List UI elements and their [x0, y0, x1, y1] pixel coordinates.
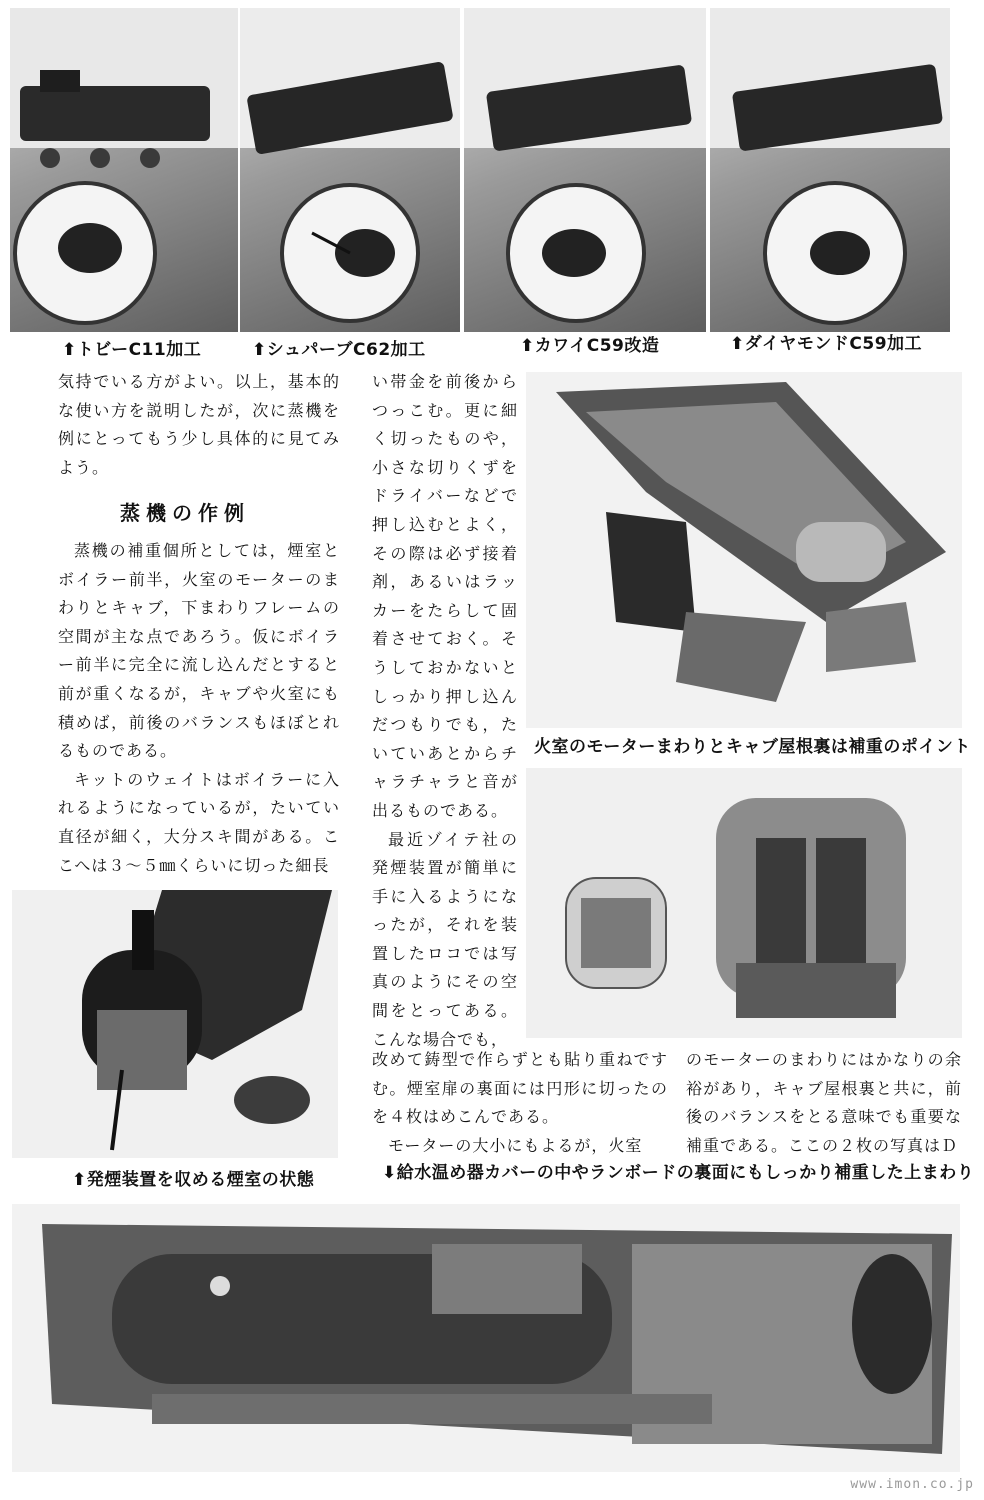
paragraph-smokebox-door: 改めて鋳型で作らずとも貼り重ねですむ。煙室扉の裏面には円形に切ったのを４枚はめこんである。 — [372, 1050, 668, 1127]
caption-feedwater: ⬇給水温め器カバーの中やランボードの裏面にもしっかり補重した上まわり — [382, 1163, 975, 1183]
paragraph-cab-roof: のモーターのまわりにはかなりの余裕があり，キャブ屋根裏と共に，前後のバランスをとる意味でも重要な補重である。ここの２枚の写真はＤ — [686, 1050, 962, 1155]
photo-diamond-c59-on-scale — [710, 8, 950, 332]
photo-boiler-upper-body — [12, 1204, 960, 1472]
caption-kawai-c59: ⬆カワイC59改造 — [520, 336, 660, 356]
section-heading: 蒸機の作例 — [120, 501, 250, 525]
caption-diamond-c59: ⬆ダイヤモンドC59加工 — [730, 334, 923, 354]
text-column-3 — [686, 1046, 962, 1160]
text-column-1 — [58, 368, 340, 482]
caption-tobi-c11: ⬆トビーC11加工 — [62, 340, 202, 360]
photo-superb-c62-on-scale — [240, 8, 460, 332]
caption-smokebox: ⬆発煙装置を収める煙室の状態 — [72, 1170, 315, 1190]
paragraph-strips: い帯金を前後からつっこむ。更に細く切ったものや，小さな切りくずをドライバーなどで押し込むとよく，その際は必ず接着剤，あるいはラッカーをたらして固着させておく。そうしておかないとしっかり押し込んだつもりでも，たいていあとからチャラチャラと音が出るものである。 — [372, 372, 518, 820]
text-column-2-lower — [372, 1046, 668, 1160]
photo-firebox-motor-area — [526, 372, 962, 728]
text-column-1-body — [58, 537, 340, 880]
paragraph-intro: 気持でいる方がよい。以上，基本的な使い方を説明したが，次に蒸機を例にとってもう少し具体的に見てみよう。 — [58, 372, 340, 477]
paragraph-weight-points: 蒸機の補重個所としては，煙室とボイラー前半，火室のモーターのまわりとキャブ，下まわりフレームの空間が主な点であろう。仮にボイラー前半に完全に流し込んだとすると前が重くなるが，キャブや火室にも積めば，前後のバランスもほぼとれるものである。 — [58, 541, 340, 761]
caption-superb-c62: ⬆シュパーブC62加工 — [252, 340, 426, 360]
watermark: www.imon.co.jp — [850, 1477, 974, 1492]
caption-firebox: 火室のモーターまわりとキャブ屋根裏は補重のポイント — [534, 737, 971, 757]
paragraph-smoke-unit: 最近ゾイテ社の発煙装置が簡単に手に入るようになったが，それを装置したロコでは写真のようにその空間をとってある。こんな場合でも， — [372, 829, 518, 1049]
photo-tobi-c11-on-scale — [10, 8, 238, 332]
text-column-2 — [372, 368, 518, 1054]
paragraph-motor: モーターの大小にもよるが，火室 — [388, 1135, 643, 1155]
paragraph-kit-weight: キットのウェイトはボイラーに入れるようになっているが，たいてい直径が細く，大分スキ間がある。ここへは３～５㎜くらいに切った細長 — [58, 769, 340, 875]
photo-kawai-c59-on-scale — [464, 8, 706, 332]
photo-smokebox — [12, 890, 338, 1158]
photo-cab-and-smoke-unit — [526, 768, 962, 1038]
